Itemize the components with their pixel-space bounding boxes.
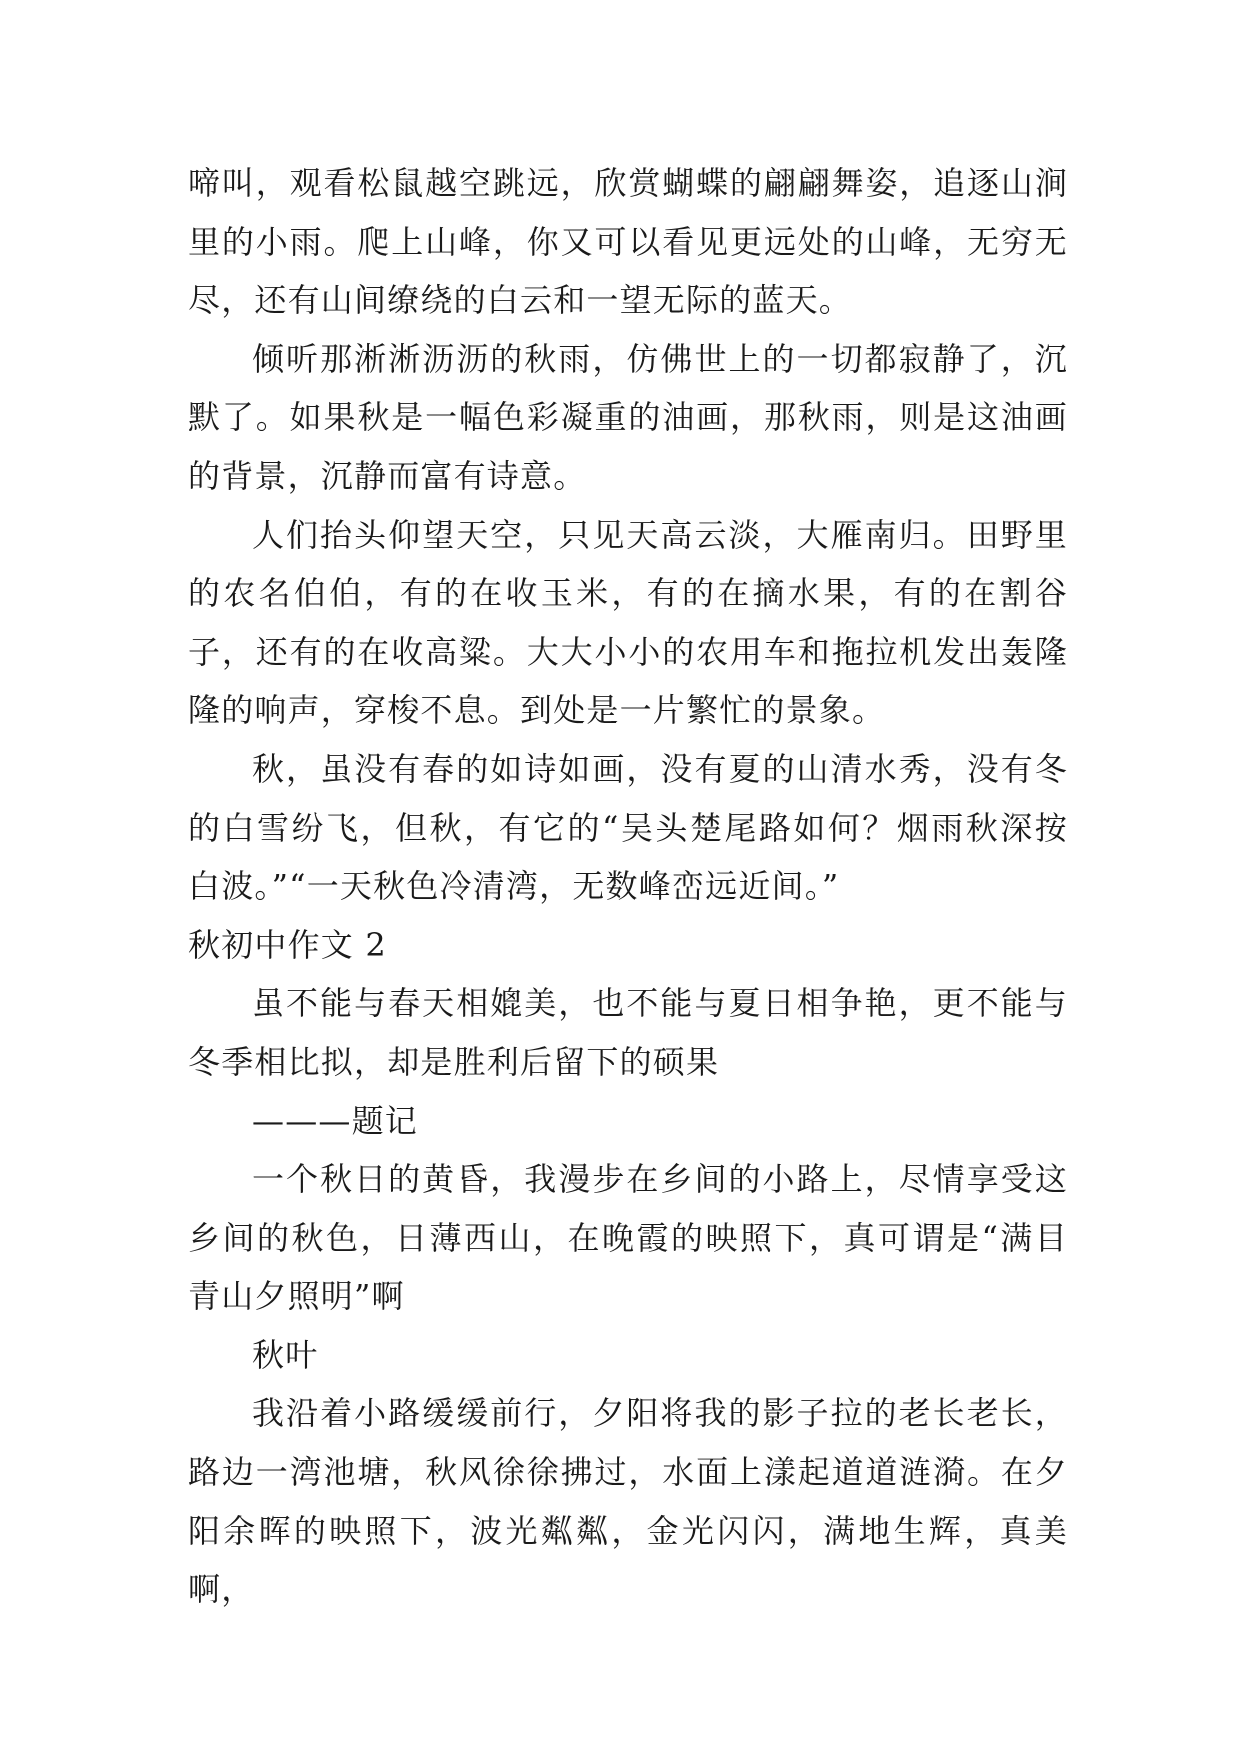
paragraph-3: 人们抬头仰望天空，只见天高云淡，大雁南归。田野里的农名伯伯，有的在收玉米，有的在摘水果，有的在割谷子，还有的在收高粱。大大小小的农用车和拖拉机发出轰隆隆的响声，穿梭不息。到处是一片繁忙的景象。 bbox=[188, 515, 1068, 730]
subheading-autumn-leaves: 秋叶 bbox=[252, 1335, 319, 1374]
document-body bbox=[188, 154, 1068, 1619]
section-heading: 秋初中作文 2 bbox=[188, 925, 387, 964]
epigraph-attribution: ———题记 bbox=[252, 1101, 419, 1140]
paragraph-1: 啼叫，观看松鼠越空跳远，欣赏蝴蝶的翩翩舞姿，追逐山涧里的小雨。爬上山峰，你又可以看见更远处的山峰，无穷无尽，还有山间缭绕的白云和一望无际的蓝天。 bbox=[188, 164, 1068, 320]
paragraph-7: 我沿着小路缓缓前行，夕阳将我的影子拉的老长老长，路边一湾池塘，秋风徐徐拂过，水面上漾起道道涟漪。在夕阳余晖的映照下，波光粼粼，金光闪闪，满地生辉，真美啊， bbox=[188, 1394, 1068, 1609]
paragraph-2: 倾听那淅淅沥沥的秋雨，仿佛世上的一切都寂静了，沉默了。如果秋是一幅色彩凝重的油画，那秋雨，则是这油画的背景，沉静而富有诗意。 bbox=[188, 339, 1068, 495]
paragraph-6: 一个秋日的黄昏，我漫步在乡间的小路上，尽情享受这乡间的秋色，日薄西山，在晚霞的映照下，真可谓是“满目青山夕照明”啊 bbox=[188, 1160, 1068, 1316]
paragraph-4: 秋，虽没有春的如诗如画，没有夏的山清水秀，没有冬的白雪纷飞，但秋，有它的“吴头楚尾路如何？烟雨秋深按白波。”“一天秋色冷清湾，无数峰峦远近间。” bbox=[188, 749, 1068, 906]
paragraph-5: 虽不能与春天相媲美，也不能与夏日相争艳，更不能与冬季相比拟，却是胜利后留下的硕果 bbox=[188, 984, 1068, 1081]
